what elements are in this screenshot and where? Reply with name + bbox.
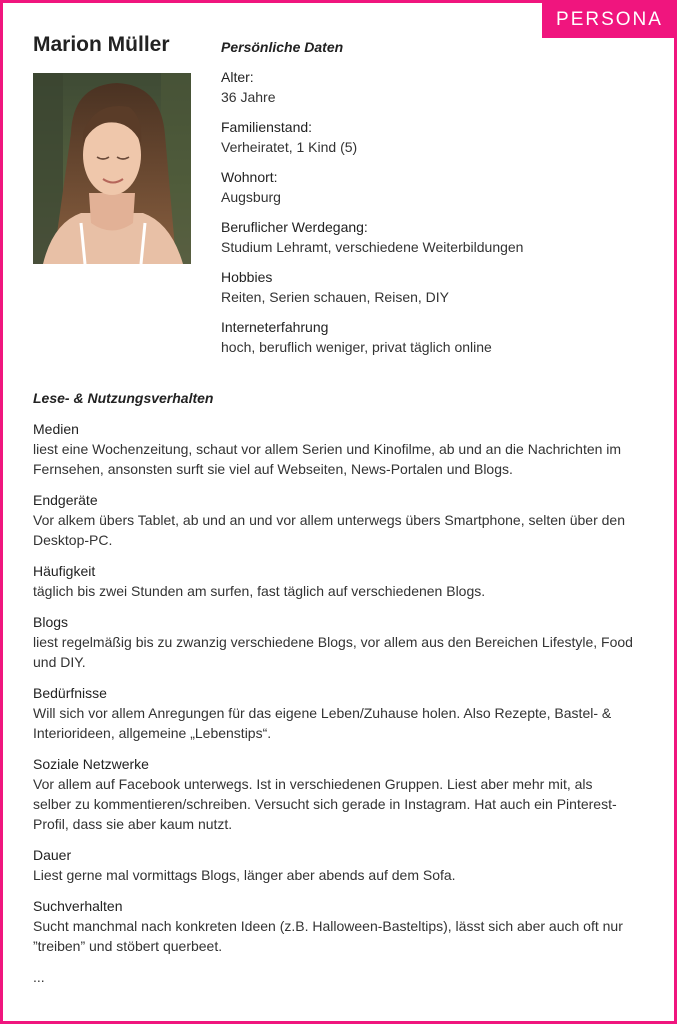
field-value: Reiten, Serien schauen, Reisen, DIY — [221, 289, 450, 305]
field-value: liest regelmäßig bis zu zwanzig verschiedene Blogs, vor allem aus den Bereichen Lifestyle, Food und DIY. — [33, 634, 633, 670]
field-value: Liest gerne mal vormittags Blogs, länger aber abends auf dem Sofa. — [33, 867, 456, 883]
field-label: Medien — [33, 421, 79, 437]
field-interneterfahrung — [221, 317, 641, 357]
field-value: liest eine Wochenzeitung, schaut vor allem Serien und Kinofilme, ab und an die Nachrichten im Fernsehen, ansonsten surft sie viel auf Webseiten, News-Portalen und Blogs. — [33, 441, 622, 477]
field-wohnort — [221, 167, 641, 207]
field-haeufigkeit — [33, 561, 633, 601]
field-label: Blogs — [33, 614, 69, 630]
personal-data-section — [221, 39, 641, 367]
field-value: Vor alkem übers Tablet, ab und an und vor allem unterwegs übers Smartphone, selten über den Desktop-PC. — [33, 512, 625, 548]
field-label: Soziale Netzwerke — [33, 756, 149, 772]
field-dauer — [33, 845, 633, 885]
field-label: Wohnort: — [221, 169, 278, 185]
field-label: Endgeräte — [33, 492, 98, 508]
field-value: Will sich vor allem Anregungen für das eigene Leben/Zuhause holen. Also Rezepte, Bastel- & Interiorideen, allgemeine „Lebenstips“. — [33, 705, 612, 741]
persona-photo — [33, 73, 191, 264]
field-werdegang — [221, 217, 641, 257]
field-familienstand — [221, 117, 641, 157]
field-label: Dauer — [33, 847, 72, 863]
field-label: Alter: — [221, 69, 254, 85]
field-value: täglich bis zwei Stunden am surfen, fast täglich auf verschiedenen Blogs. — [33, 583, 486, 599]
field-endgeraete — [33, 490, 633, 550]
field-label: Bedürfnisse — [33, 685, 107, 701]
usage-title: Lese- & Nutzungsverhalten — [33, 390, 214, 406]
personal-data-title: Persönliche Daten — [221, 39, 344, 55]
field-value: Studium Lehramt, verschiedene Weiterbildungen — [221, 239, 524, 255]
field-label: Häufigkeit — [33, 563, 96, 579]
field-label: Hobbies — [221, 269, 273, 285]
field-value: 36 Jahre — [221, 89, 276, 105]
field-value: Sucht manchmal nach konkreten Ideen (z.B. Halloween-Basteltips), lässt sich aber auch oft nur ”treiben” und stöbert querbeet. — [33, 918, 623, 954]
field-medien — [33, 419, 633, 479]
field-value: Vor allem auf Facebook unterwegs. Ist in verschiedenen Gruppen. Liest aber mehr mit, als selber zu kommentieren/schreiben. Versucht sich gerade in Instagram. Hat auch ein Pinterest-Profil, dass sie aber kaum nutzt. — [33, 776, 617, 832]
field-beduerfnisse — [33, 683, 633, 743]
persona-name: Marion Müller — [33, 33, 170, 56]
field-value: Verheiratet, 1 Kind (5) — [221, 139, 358, 155]
field-hobbies — [221, 267, 641, 307]
field-blogs — [33, 612, 633, 672]
field-label: Beruflicher Werdegang: — [221, 219, 368, 235]
field-value: hoch, beruflich weniger, privat täglich online — [221, 339, 492, 355]
field-value: Augsburg — [221, 189, 281, 205]
continuation-ellipsis: ... — [33, 969, 45, 985]
usage-section — [33, 390, 633, 987]
field-suchverhalten — [33, 896, 633, 956]
persona-badge: PERSONA — [542, 0, 677, 38]
field-label: Suchverhalten — [33, 898, 123, 914]
field-label: Familienstand: — [221, 119, 313, 135]
field-label: Interneterfahrung — [221, 319, 329, 335]
field-soziale-netzwerke — [33, 754, 633, 834]
field-alter — [221, 67, 641, 107]
